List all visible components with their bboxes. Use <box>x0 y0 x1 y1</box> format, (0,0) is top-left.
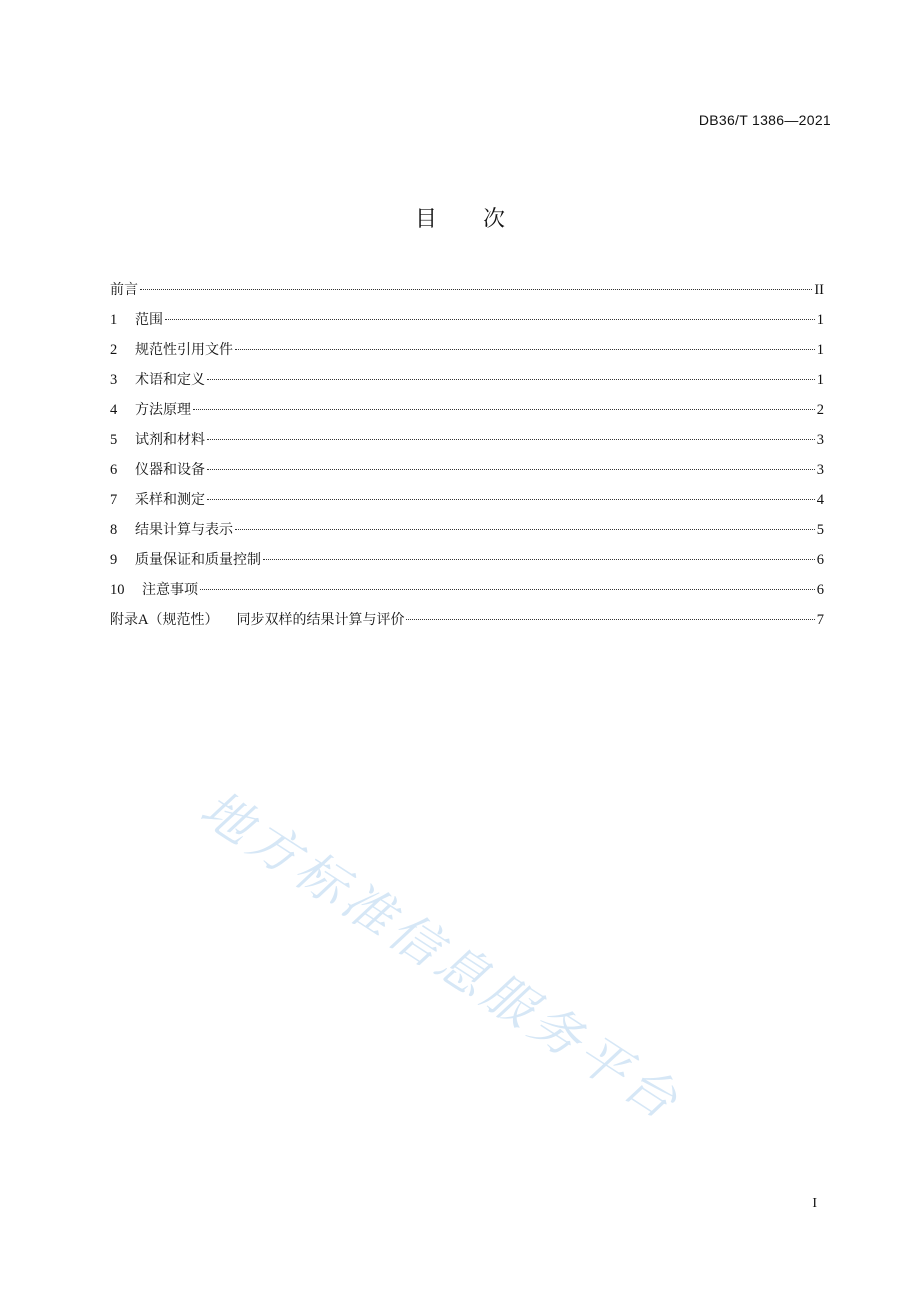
toc-entry-label: 质量保证和质量控制 <box>135 552 261 568</box>
toc-entry-page: 1 <box>816 312 824 328</box>
toc-entry-10[interactable] <box>110 579 824 609</box>
toc-entry-9[interactable] <box>110 549 824 579</box>
dot-leader <box>207 499 815 500</box>
toc-entry-label: 术语和定义 <box>135 372 205 388</box>
toc-entry-2[interactable] <box>110 339 824 369</box>
dot-leader <box>406 619 814 620</box>
toc-entry-7[interactable] <box>110 489 824 519</box>
toc-entry-label: 试剂和材料 <box>135 432 205 448</box>
toc-entry-label: 前言 <box>110 282 138 298</box>
watermark-text: 地方标准信息服务平台 <box>190 779 692 1133</box>
toc-entry-number: 1 <box>110 312 118 328</box>
appendix-letter: A <box>138 612 149 628</box>
dot-leader <box>207 469 815 470</box>
dot-leader <box>235 529 815 530</box>
dot-leader <box>207 439 815 440</box>
toc-entry-appendix-a[interactable] <box>110 609 824 639</box>
toc-entry-page: 3 <box>816 432 824 448</box>
toc-entry-page: 4 <box>816 492 824 508</box>
toc-entry-label: 方法原理 <box>135 402 191 418</box>
appendix-word: 附录 <box>110 612 138 628</box>
page-title <box>0 202 920 233</box>
standard-code: DB36/T 1386—2021 <box>698 112 831 128</box>
toc-entry-label: 同步双样的结果计算与评价 <box>236 612 405 628</box>
toc-entry-page: 3 <box>816 462 824 478</box>
appendix-type: （规范性） <box>148 612 219 628</box>
toc-entry-number: 4 <box>110 402 118 418</box>
toc-entry-page: II <box>814 282 824 298</box>
toc-entry-page: 1 <box>816 372 824 388</box>
toc-entry-number: 5 <box>110 432 118 448</box>
toc-entry-page: 2 <box>816 402 824 418</box>
toc-entry-label: 规范性引用文件 <box>135 342 233 358</box>
toc-entry-foreword[interactable] <box>110 279 824 309</box>
toc-entry-page: 7 <box>816 612 824 628</box>
toc-entry-number: 8 <box>110 522 118 538</box>
table-of-contents <box>110 279 824 639</box>
toc-entry-label: 结果计算与表示 <box>135 522 233 538</box>
dot-leader <box>193 409 815 410</box>
toc-entry-number: 3 <box>110 372 118 388</box>
toc-entry-4[interactable] <box>110 399 824 429</box>
dot-leader <box>200 589 815 590</box>
appendix-prefix <box>110 609 218 631</box>
dot-leader <box>235 349 815 350</box>
toc-entry-page: 6 <box>816 552 824 568</box>
page-number: I <box>812 1196 817 1211</box>
toc-entry-number: 10 <box>110 582 125 598</box>
toc-entry-5[interactable] <box>110 429 824 459</box>
dot-leader <box>263 559 815 560</box>
toc-entry-number: 6 <box>110 462 118 478</box>
toc-entry-page: 5 <box>816 522 824 538</box>
toc-entry-page: 6 <box>816 582 824 598</box>
toc-entry-page: 1 <box>816 342 824 358</box>
title-char-1: 目 <box>414 207 437 232</box>
toc-entry-6[interactable] <box>110 459 824 489</box>
toc-entry-1[interactable] <box>110 309 824 339</box>
toc-entry-number: 9 <box>110 552 118 568</box>
toc-entry-label: 仪器和设备 <box>135 462 205 478</box>
toc-entry-3[interactable] <box>110 369 824 399</box>
toc-entry-label: 采样和测定 <box>135 492 205 508</box>
dot-leader <box>207 379 815 380</box>
toc-entry-8[interactable] <box>110 519 824 549</box>
toc-entry-number: 2 <box>110 342 118 358</box>
dot-leader <box>140 289 812 290</box>
dot-leader <box>165 319 815 320</box>
toc-entry-label: 注意事项 <box>142 582 198 598</box>
toc-entry-label: 范围 <box>135 312 163 328</box>
title-char-2: 次 <box>483 207 506 232</box>
toc-entry-number: 7 <box>110 492 118 508</box>
